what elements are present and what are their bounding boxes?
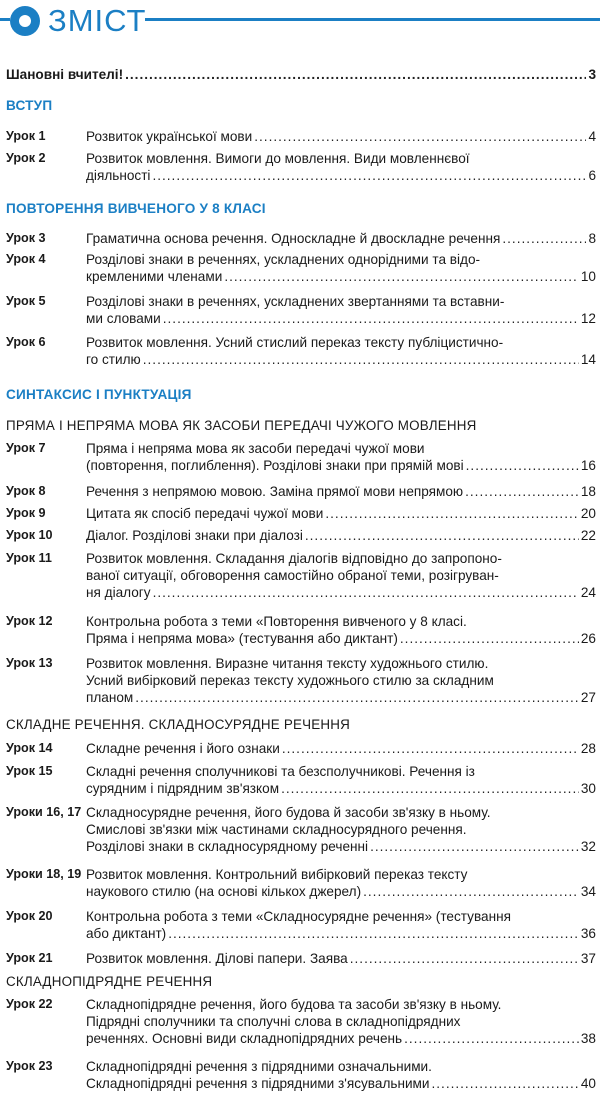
lesson-title-line: Підрядні сполучники та сполучні слова в складнопідрядних [86,1014,461,1029]
lesson-title-line: Розділові знаки в складносурядному реченні [86,839,369,854]
dot-leader [350,950,579,967]
dot-leader [305,527,579,544]
page-number: 4 [588,129,596,144]
lesson-title-line: Розвиток мовлення. Вимоги до мовлення. Види мовленнєвої [86,151,470,166]
page-number: 28 [580,741,596,756]
page-number: 10 [580,269,596,284]
lesson-title-line: Розвиток мовлення. Складання діалогів відповідно до запропоно- [86,551,502,566]
lesson-number: Урок 15 [6,764,53,778]
lesson-number: Урок 6 [6,335,46,349]
lesson-number: Урок 13 [6,656,53,670]
lesson-number: Урок 8 [6,484,46,498]
lesson-title-line: Цитата як спосіб передачі чужої мови [86,506,324,521]
dot-leader [432,1075,579,1092]
lesson-title-line: ваної ситуації, обговорення самостійно обраної теми, розігруван- [86,568,499,583]
dot-leader [363,883,579,900]
dot-leader [135,689,579,706]
lesson-number: Урок 3 [6,231,46,245]
page-number: 24 [580,585,596,600]
dot-leader [254,128,586,145]
lesson-number: Урок 20 [6,909,53,923]
lesson-title-line: Складні речення сполучникові та безсполучникові. Речення із [86,764,475,779]
dot-leader [153,584,579,601]
lesson-title-line: Розвиток мовлення. Контрольний вибірковий переказ тексту [86,867,468,882]
dot-leader [143,351,579,368]
lesson-title-line: Контрольна робота з теми «Повторення вивченого у 8 класі. [86,614,467,629]
lesson-title-line: або диктант) [86,926,167,941]
lesson-number: Урок 5 [6,294,46,308]
subsection-heading-compound: СКЛАДНЕ РЕЧЕННЯ. СКЛАДНОСУРЯДНЕ РЕЧЕННЯ [6,717,350,732]
lesson-title-line: Розвиток мовлення. Ділові папери. Заява [86,951,348,966]
lesson-title-line: діяльності [86,168,151,183]
lesson-title-line: Складносурядне речення, його будова й засоби зв'язку в ньому. [86,805,491,820]
page-number: 3 [588,67,596,82]
lesson-number: Урок 4 [6,252,46,266]
lesson-title-line: Діалог. Розділові знаки при діалозі [86,528,303,543]
page-number: 22 [580,528,596,543]
lesson-number: Урок 1 [6,129,46,143]
page-number: 26 [580,631,596,646]
lesson-title-line: Пряма і непряма мова як засоби передачі чужої мови [86,441,425,456]
dot-leader [168,925,579,942]
lesson-number: Урок 11 [6,551,52,565]
lesson-number: Урок 7 [6,441,46,455]
dot-leader [400,630,579,647]
lesson-title-line: (повторення, поглиблення). Розділові знаки при прямій мові [86,458,464,473]
lesson-title-line: Пряма і непряма мова» (тестування або диктант) [86,631,398,646]
lesson-title-line: реченнях. Основні види складнопідрядних речень [86,1031,403,1046]
section-heading-review: ПОВТОРЕННЯ ВИВЧЕНОГО У 8 КЛАСІ [6,201,266,216]
page-number: 36 [580,926,596,941]
dot-leader [281,780,579,797]
lesson-title-line: кремленими членами [86,269,223,284]
lesson-title-line: Усний вибірковий переказ тексту художнього стилю за складним [86,673,494,688]
page-number: 20 [580,506,596,521]
lesson-number: Урок 21 [6,951,53,965]
page-title: ЗМІСТ [48,3,147,38]
dot-leader [370,838,579,855]
lesson-number: Урок 12 [6,614,53,628]
page-number: 38 [580,1031,596,1046]
dot-leader [163,310,579,327]
lesson-title-line: планом [86,690,134,705]
page-number: 40 [580,1076,596,1091]
page-number: 12 [580,311,596,326]
lesson-number: Урок 22 [6,997,53,1011]
lesson-title-line: Розділові знаки в реченнях, ускладнених однорідними та відо- [86,252,481,267]
lesson-title-line: Розділові знаки в реченнях, ускладнених звертаннями та вставни- [86,294,505,309]
lesson-title-line: Складнопідрядні речення з підрядними означальними. [86,1059,432,1074]
dot-leader [282,740,579,757]
page-number: 8 [588,231,596,246]
lesson-title-line: Речення з непрямою мовою. Заміна прямої мови непрямою [86,484,464,499]
lesson-title-line: ми словами [86,311,161,326]
dot-leader [224,268,579,285]
lesson-number: Урок 9 [6,506,46,520]
lesson-title-line: Смислові зв'язки між частинами складносурядного речення. [86,822,467,837]
toc-intro-entry [6,66,596,83]
page-number: 30 [580,781,596,796]
lesson-title-line: сурядним і підрядним зв'язком [86,781,280,796]
lesson-number: Уроки 16, 17 [6,805,82,819]
section-heading-intro: ВСТУП [6,98,53,113]
lesson-title-line: го стилю [86,352,141,367]
dot-leader [325,505,579,522]
page-number: 14 [580,352,596,367]
lesson-number: Урок 10 [6,528,53,542]
page-number: 37 [580,951,596,966]
lesson-title-line: ня діалогу [86,585,151,600]
circle-bullet-icon [10,6,40,36]
lesson-number: Урок 14 [6,741,53,755]
dot-leader [466,457,579,474]
page-number: 34 [580,884,596,899]
lesson-title-line: Розвиток української мови [86,129,253,144]
dot-leader [125,66,586,83]
page-number: 16 [580,458,596,473]
lesson-title-line: Складнопідрядне речення, його будова та засоби зв'язку в ньому. [86,997,502,1012]
subsection-heading-complex: СКЛАДНОПІДРЯДНЕ РЕЧЕННЯ [6,974,213,989]
lesson-title-line: Контрольна робота з теми «Складносурядне речення» (тестування [86,909,511,924]
subsection-heading-direct-speech: ПРЯМА І НЕПРЯМА МОВА ЯК ЗАСОБИ ПЕРЕДАЧІ ЧУЖОГО МОВЛЕННЯ [6,418,477,433]
page-number: 27 [580,690,596,705]
page-number: 6 [588,168,596,183]
lesson-title-line: Складне речення і його ознаки [86,741,280,756]
lesson-number: Урок 23 [6,1059,53,1073]
page-number: 32 [580,839,596,854]
lesson-title-line: Розвиток мовлення. Усний стислий переказ тексту публіцистично- [86,335,504,350]
lesson-number: Уроки 18, 19 [6,867,82,881]
page-number: 18 [580,484,596,499]
lesson-title-line: Розвиток мовлення. Виразне читання тексту художнього стилю. [86,656,489,671]
lesson-number: Урок 2 [6,151,46,165]
dot-leader [502,230,586,247]
page-header [0,0,600,44]
dot-leader [404,1030,579,1047]
lesson-title-line: наукового стилю (на основі кількох джерел) [86,884,362,899]
dot-leader [465,483,579,500]
lesson-title-line: Складнопідрядні речення з підрядними з'ясувальними [86,1076,430,1091]
dot-leader [152,167,586,184]
intro-title: Шановні вчителі! [6,67,124,82]
section-heading-syntax: СИНТАКСИС І ПУНКТУАЦІЯ [6,387,192,402]
lesson-title-line: Граматична основа речення. Односкладне й двоскладне речення [86,231,501,246]
